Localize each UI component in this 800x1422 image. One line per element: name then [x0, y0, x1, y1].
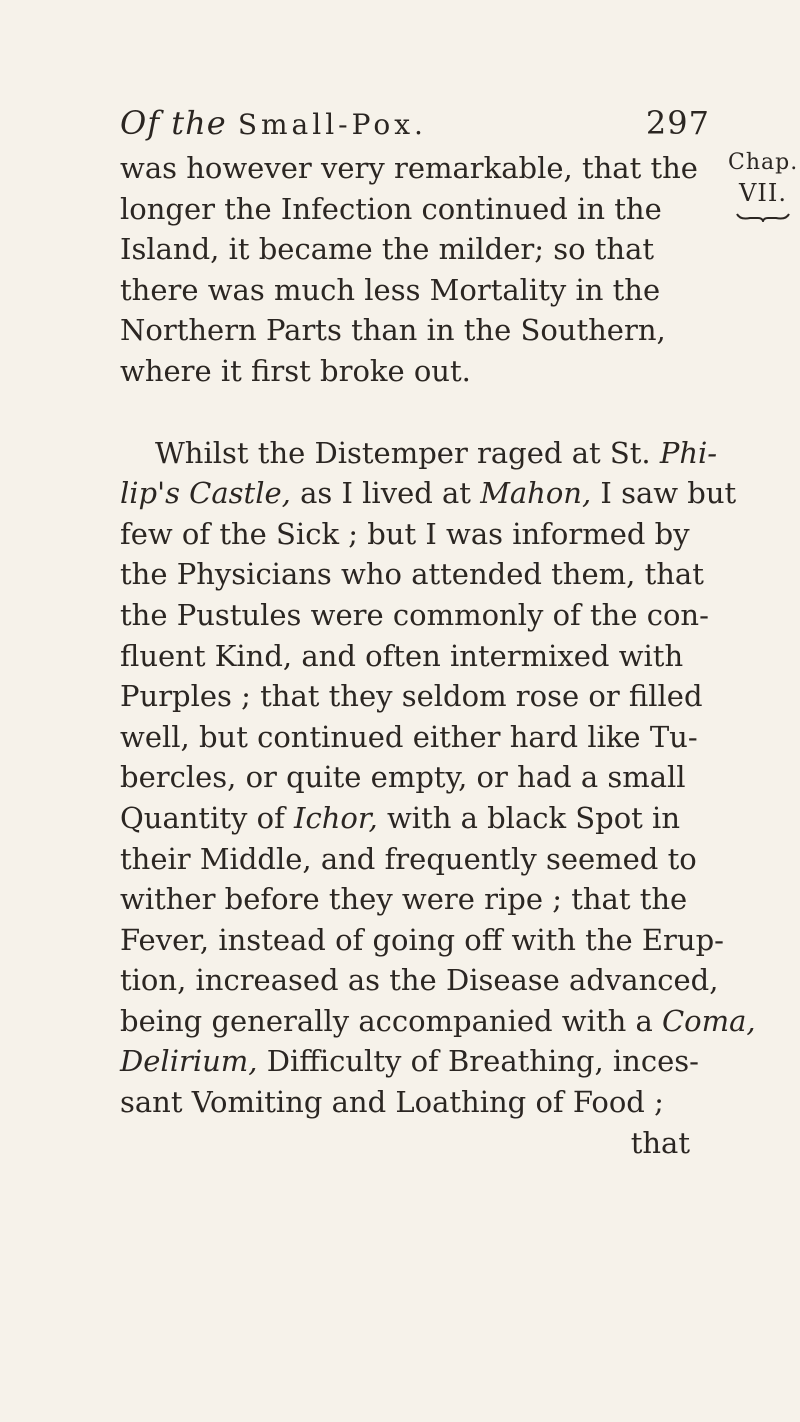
running-title-name: Small-Pox. [237, 108, 427, 141]
text-span-italic: lip's Castle, [120, 476, 291, 511]
text-line: the Physicians who attended them, that [120, 557, 704, 592]
text-span: Difficulty of Breathing, inces- [257, 1044, 699, 1079]
text-span-italic: Ichor, [294, 800, 378, 835]
text-line: tion, increased as the Disease advanced, [120, 963, 719, 998]
text-line [120, 1001, 756, 1042]
text-span: I saw but [591, 476, 737, 511]
text-span: as I lived at [290, 476, 481, 511]
running-header [120, 100, 710, 146]
catchword: that [630, 1125, 690, 1160]
text-line: Fever, instead of going off with the Erup- [120, 922, 724, 957]
text-line: Purples ; that they seldom rose or filled [120, 679, 703, 714]
text-span: Whilst the Distemper raged at St. [155, 435, 660, 470]
text-span-italic: Coma, [661, 1003, 756, 1038]
margin-chapter-note [728, 148, 798, 222]
text-line [120, 1041, 720, 1082]
margin-brace-icon [736, 212, 790, 222]
text-span-italic: Delirium, [120, 1044, 258, 1079]
text-line [120, 433, 720, 474]
text-line: the Pustules were commonly of the con- [120, 597, 709, 632]
text-line: Island, it became the milder; so that [120, 232, 655, 267]
text-span: Quantity of [120, 800, 295, 835]
text-span-italic: Phi- [659, 435, 718, 470]
text-line: fluent Kind, and often intermixed with [120, 638, 684, 673]
text-line: wither before they were ripe ; that the [120, 882, 688, 917]
page-number: 297 [645, 104, 710, 142]
text-span-italic: Mahon, [480, 476, 592, 511]
paragraph-gap [120, 392, 720, 433]
text-line: sant Vomiting and Loathing of Food ; [120, 1085, 664, 1120]
body-text [120, 148, 756, 1163]
text-span: being generally accompanied with a [120, 1003, 662, 1038]
margin-chap-number: VII. [739, 179, 787, 207]
running-title-of: Of the [120, 104, 227, 142]
text-line: bercles, or quite empty, or had a small [120, 760, 686, 795]
running-title [120, 100, 427, 148]
text-line [120, 473, 737, 514]
text-line: few of the Sick ; but I was informed by [120, 516, 690, 551]
text-line: their Middle, and frequently seemed to [120, 841, 697, 876]
text-line [120, 798, 720, 839]
margin-chap-label: Chap. [728, 150, 799, 175]
text-line: where it first broke out. [120, 353, 471, 388]
text-line: longer the Infection continued in the [120, 191, 662, 226]
text-line: there was much less Mortality in the [120, 272, 661, 307]
text-line: well, but continued either hard like Tu- [120, 719, 698, 754]
text-line: Northern Parts than in the Southern, [120, 313, 666, 348]
text-line: was however very remarkable, that the [120, 151, 698, 185]
text-span: with a black Spot in [377, 800, 680, 835]
